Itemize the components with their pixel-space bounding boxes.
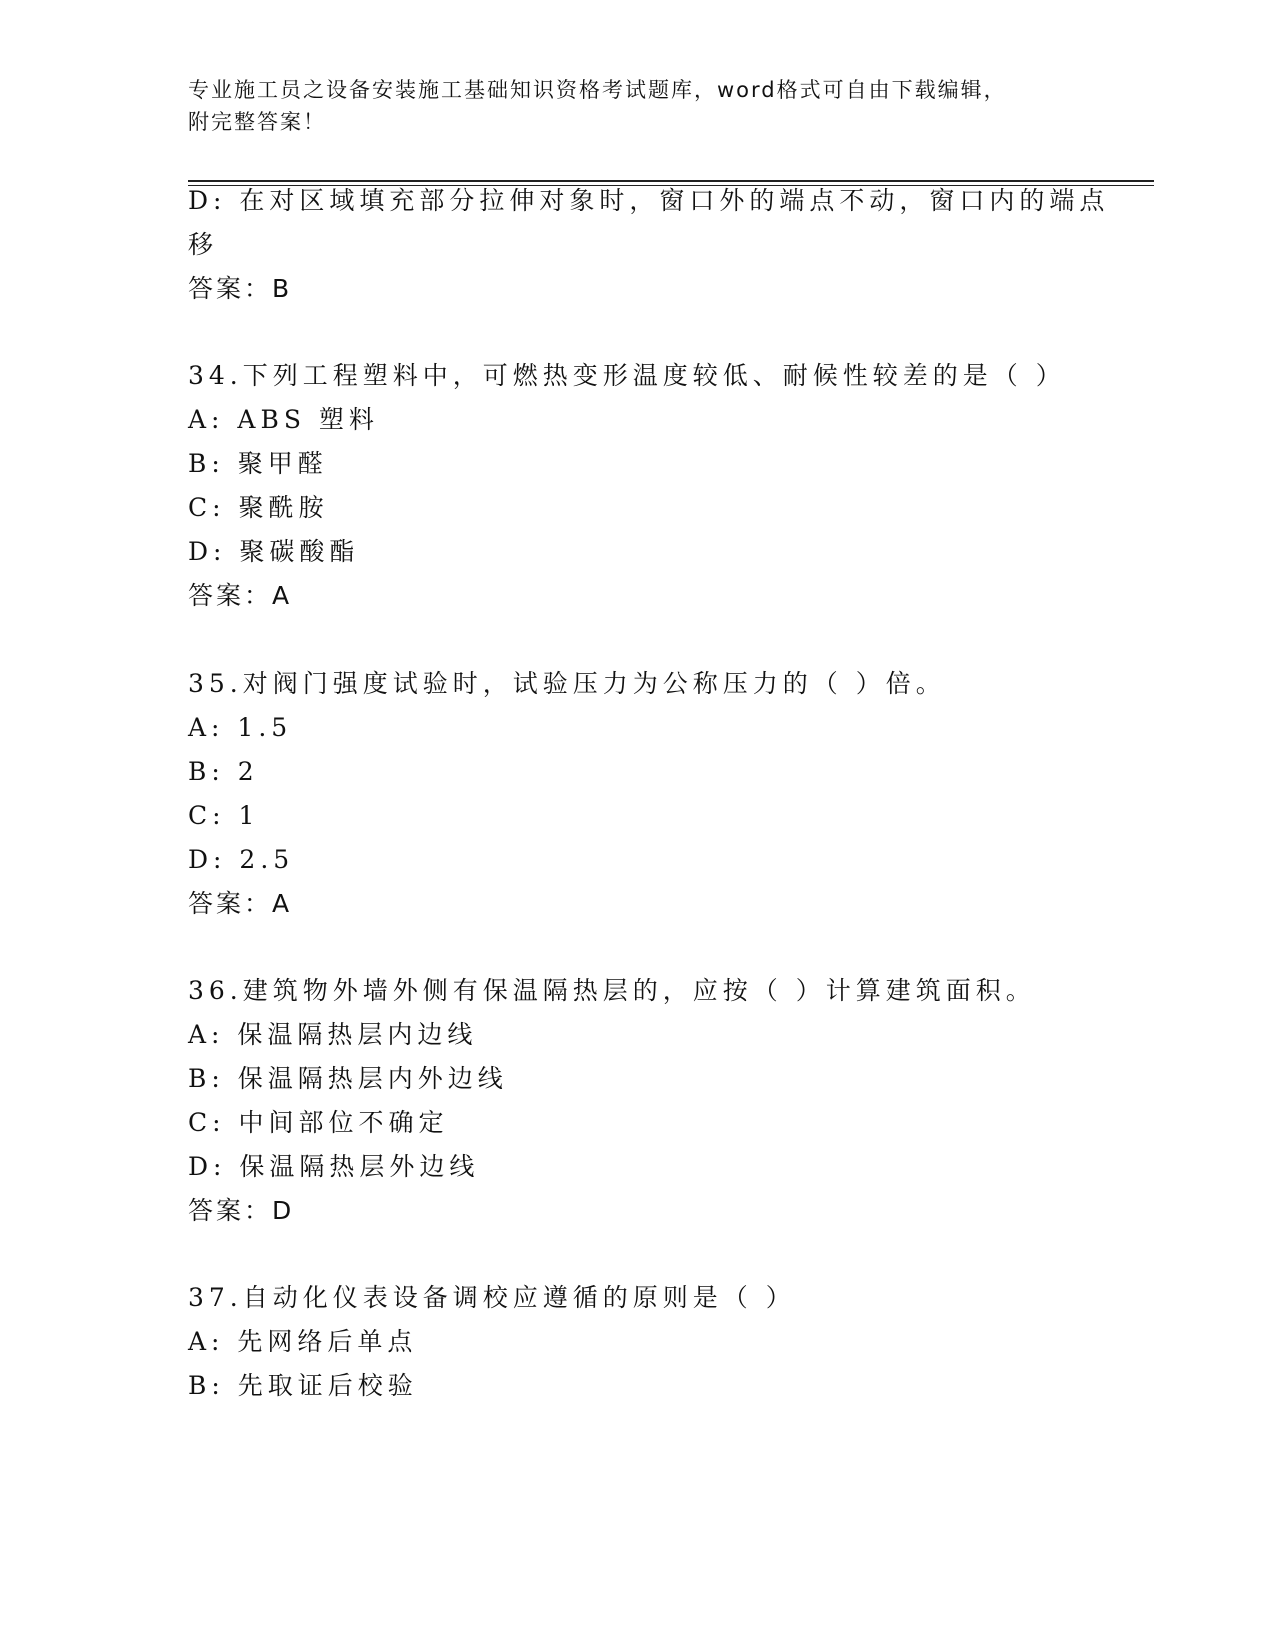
answer-line: 答案：A xyxy=(188,581,293,610)
question-stem: 37.自动化仪表设备调校应遵循的原则是（ ） xyxy=(188,1283,796,1312)
option-d-continued-wrap: 移 xyxy=(188,230,219,259)
option-b: B: 先取证后校验 xyxy=(188,1371,418,1400)
option-d: D: 保温隔热层外边线 xyxy=(188,1152,480,1181)
question-stem: 35.对阀门强度试验时，试验压力为公称压力的（ ）倍。 xyxy=(188,669,946,698)
option-a: A: 保温隔热层内边线 xyxy=(188,1020,478,1049)
option-a: A: ABS 塑料 xyxy=(188,405,379,434)
option-a: A: 先网络后单点 xyxy=(188,1327,418,1356)
option-c: C: 聚酰胺 xyxy=(188,493,329,522)
header-line-2: 附完整答案！ xyxy=(188,110,326,134)
option-d: D: 聚碳酸酯 xyxy=(188,537,360,566)
answer-line: 答案：A xyxy=(188,889,293,918)
document-header xyxy=(188,74,1068,138)
question-stem: 36.建筑物外墙外侧有保温隔热层的，应按（ ）计算建筑面积。 xyxy=(188,976,1036,1005)
option-b: B: 保温隔热层内外边线 xyxy=(188,1064,508,1093)
option-d: D: 2.5 xyxy=(188,845,295,874)
question-stem: 34.下列工程塑料中，可燃热变形温度较低、耐候性较差的是（ ） xyxy=(188,361,1066,390)
answer-line: 答案：D xyxy=(188,1196,295,1225)
option-c: C: 中间部位不确定 xyxy=(188,1108,449,1137)
header-line-1: 专业施工员之设备安装施工基础知识资格考试题库，word格式可自由下载编辑， xyxy=(188,78,1007,102)
option-b: B: 2 xyxy=(188,757,259,786)
option-d-continued: D: 在对区域填充部分拉伸对象时，窗口外的端点不动，窗口内的端点 xyxy=(188,186,1110,215)
header-divider xyxy=(188,180,1154,182)
option-b: B: 聚甲醛 xyxy=(188,449,328,478)
option-a: A: 1.5 xyxy=(188,713,293,742)
answer-line: 答案：B xyxy=(188,274,293,303)
option-c: C: 1 xyxy=(188,801,260,830)
